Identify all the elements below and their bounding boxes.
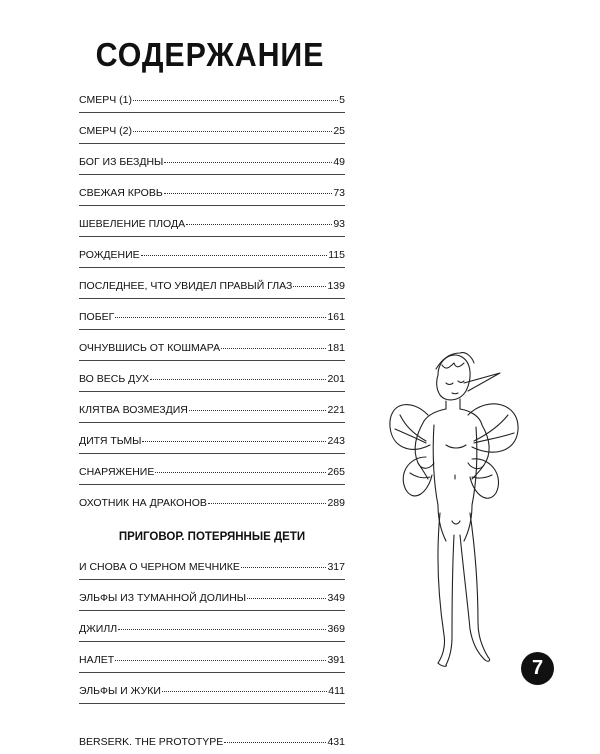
- toc-entry-page: 73: [333, 187, 345, 199]
- toc-row[interactable]: [79, 144, 345, 175]
- toc-entry-title: СМЕРЧ (2): [79, 125, 132, 137]
- dot-leader: [164, 161, 332, 163]
- dot-leader: [115, 316, 326, 318]
- dot-leader: [133, 130, 332, 132]
- toc-entry-page: 115: [328, 249, 345, 261]
- toc-entry-title: РОЖДЕНИЕ: [79, 249, 140, 261]
- right-upper-wing: [468, 404, 518, 452]
- toc-entry-title: ШЕВЕЛЕНИЕ ПЛОДА: [79, 218, 186, 230]
- toc-entry-page: 25: [333, 125, 345, 137]
- toc-row[interactable]: [79, 84, 345, 113]
- toc-entry-title: ДИТЯ ТЬМЫ: [79, 435, 142, 447]
- toc-entry-page: 265: [327, 466, 345, 478]
- table-of-contents: [79, 84, 345, 754]
- toc-entry-page: 201: [327, 373, 345, 385]
- dot-leader: [141, 254, 328, 256]
- toc-entry-title: ДЖИЛЛ: [79, 623, 118, 635]
- toc-entry-page: 5: [339, 94, 345, 106]
- toc-entry-page: 49: [333, 156, 345, 168]
- toc-entry-title: ОХОТНИК НА ДРАКОНОВ: [79, 497, 207, 509]
- toc-row[interactable]: [79, 580, 345, 611]
- toc-entry-page: 161: [327, 311, 345, 323]
- toc-entry-page: 181: [327, 342, 345, 354]
- dot-leader: [133, 99, 338, 101]
- toc-row[interactable]: [79, 423, 345, 454]
- dot-leader: [142, 440, 326, 442]
- dot-leader: [186, 223, 332, 225]
- toc-entry-page: 139: [327, 280, 345, 292]
- toc-row[interactable]: [79, 361, 345, 392]
- toc-row[interactable]: [79, 485, 345, 515]
- toc-row[interactable]: [79, 268, 345, 299]
- toc-entry-title: БОГ ИЗ БЕЗДНЫ: [79, 156, 164, 168]
- toc-row[interactable]: [79, 175, 345, 206]
- toc-row[interactable]: [79, 673, 345, 704]
- toc-entry-title: BERSERK. THE PROTOTYPE: [79, 736, 224, 748]
- toc-row[interactable]: [79, 237, 345, 268]
- toc-entry-page: 411: [328, 685, 345, 697]
- dot-leader: [247, 597, 326, 599]
- toc-entry-page: 349: [327, 592, 345, 604]
- dot-leader: [150, 378, 326, 380]
- toc-entry-page: 431: [327, 736, 345, 748]
- toc-entry-title: КЛЯТВА ВОЗМЕЗДИЯ: [79, 404, 188, 416]
- dot-leader: [224, 741, 326, 743]
- dot-leader: [189, 409, 327, 411]
- toc-entry-title: ПОБЕГ: [79, 311, 115, 323]
- toc-row[interactable]: [79, 454, 345, 485]
- toc-entry-page: 221: [327, 404, 345, 416]
- dot-leader: [208, 502, 327, 504]
- toc-row[interactable]: [79, 330, 345, 361]
- toc-entry-title: СМЕРЧ (1): [79, 94, 132, 106]
- toc-entry-title: И СНОВА О ЧЕРНОМ МЕЧНИКЕ: [79, 561, 240, 573]
- dot-leader: [164, 192, 333, 194]
- toc-entry-title: ВО ВЕСЬ ДУХ: [79, 373, 150, 385]
- fairy-illustration: [380, 345, 530, 675]
- toc-entry-title: ПОСЛЕДНЕЕ, ЧТО УВИДЕЛ ПРАВЫЙ ГЛАЗ: [79, 280, 293, 292]
- toc-row[interactable]: [79, 392, 345, 423]
- dot-leader: [115, 659, 326, 661]
- toc-entry-page: 317: [327, 561, 345, 573]
- toc-row[interactable]: [79, 642, 345, 673]
- dot-leader: [221, 347, 326, 349]
- toc-row[interactable]: [79, 206, 345, 237]
- section-heading-row: [79, 515, 345, 549]
- toc-entry-title: СНАРЯЖЕНИЕ: [79, 466, 155, 478]
- toc-entry-title: ОЧНУВШИСЬ ОТ КОШМАРА: [79, 342, 221, 354]
- dot-leader: [241, 566, 327, 568]
- toc-entry-title: ЭЛЬФЫ И ЖУКИ: [79, 685, 161, 697]
- dot-leader: [155, 471, 326, 473]
- toc-row[interactable]: [79, 611, 345, 642]
- dot-leader: [162, 690, 327, 692]
- right-leg: [470, 513, 488, 657]
- toc-entry-title: НАЛЕТ: [79, 654, 115, 666]
- toc-entry-page: 369: [327, 623, 345, 635]
- toc-entry-page: 391: [327, 654, 345, 666]
- toc-row[interactable]: [79, 299, 345, 330]
- page-number-badge: 7: [521, 652, 554, 685]
- toc-entry-title: СВЕЖАЯ КРОВЬ: [79, 187, 163, 199]
- toc-entry-title: ЭЛЬФЫ ИЗ ТУМАННОЙ ДОЛИНЫ: [79, 592, 247, 604]
- toc-entry-page: 243: [327, 435, 345, 447]
- dot-leader: [293, 285, 326, 287]
- toc-row[interactable]: [79, 549, 345, 580]
- section-title: ПРИГОВОР. ПОТЕРЯННЫЕ ДЕТИ: [118, 531, 306, 543]
- toc-entry-page: 289: [327, 497, 345, 509]
- toc-row[interactable]: [79, 113, 345, 144]
- dot-leader: [118, 628, 326, 630]
- toc-entry-page: 93: [333, 218, 345, 230]
- page-title: СОДЕРЖАНИЕ: [95, 36, 325, 73]
- torso: [433, 425, 438, 505]
- spacer: [79, 704, 345, 724]
